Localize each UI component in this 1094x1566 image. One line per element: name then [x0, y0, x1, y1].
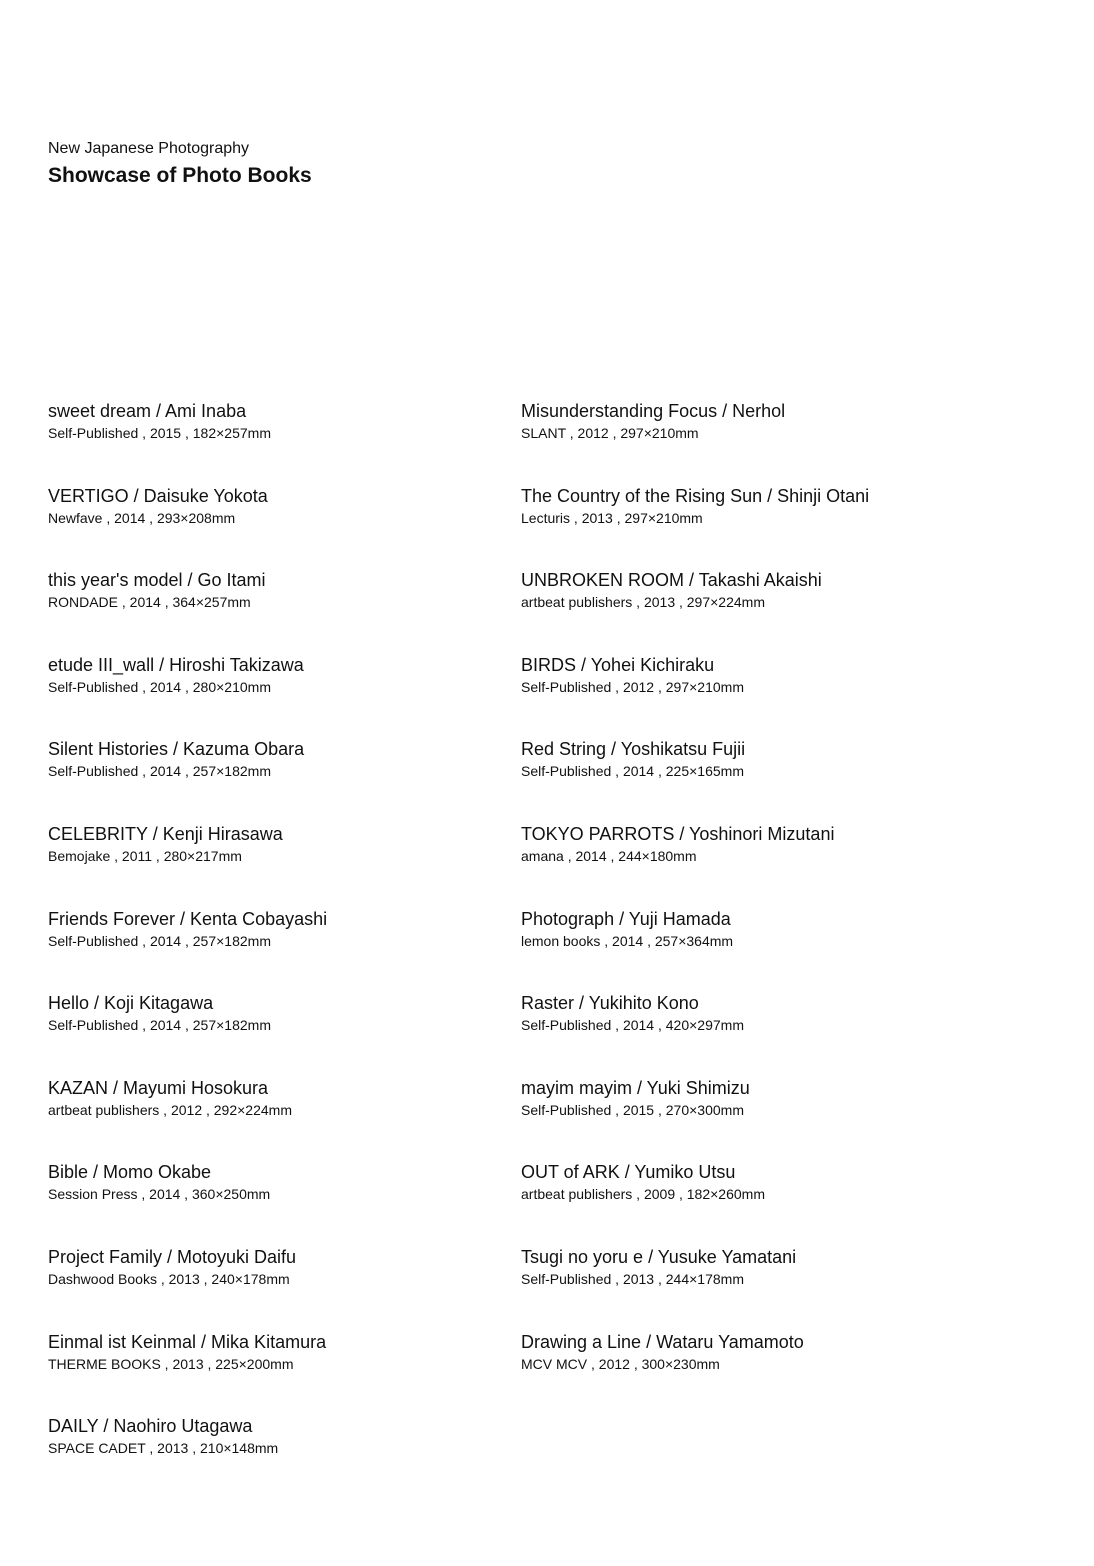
- book-title: Bible / Momo Okabe: [48, 1162, 212, 1183]
- book-entry: [48, 484, 508, 569]
- book-title: Raster / Yukihito Kono: [521, 993, 699, 1014]
- book-entry: [521, 822, 981, 907]
- book-title: Photograph / Yuji Hamada: [521, 908, 731, 929]
- book-meta: Self-Published , 2015 , 270×300mm: [521, 1101, 744, 1118]
- book-meta: RONDADE , 2014 , 364×257mm: [48, 594, 251, 611]
- book-meta: SPACE CADET , 2013 , 210×148mm: [48, 1440, 279, 1457]
- book-meta: Session Press , 2014 , 360×250mm: [48, 1186, 271, 1203]
- book-entry: [48, 1245, 508, 1330]
- book-title: etude III_wall / Hiroshi Takizawa: [48, 654, 304, 675]
- book-title: BIRDS / Yohei Kichiraku: [521, 654, 715, 675]
- book-meta: THERME BOOKS , 2013 , 225×200mm: [48, 1355, 294, 1372]
- book-entry: [48, 822, 508, 907]
- book-title: Silent Histories / Kazuma Obara: [48, 739, 305, 760]
- book-entry: [48, 568, 508, 653]
- book-meta: Bemojake , 2011 , 280×217mm: [48, 847, 242, 864]
- book-title: Tsugi no yoru e / Yusuke Yamatani: [521, 1246, 797, 1267]
- book-meta: Self-Published , 2014 , 225×165mm: [521, 763, 744, 780]
- book-title: Drawing a Line / Wataru Yamamoto: [521, 1331, 804, 1352]
- book-meta: Self-Published , 2015 , 182×257mm: [48, 425, 271, 441]
- book-title: CELEBRITY / Kenji Hirasawa: [48, 823, 283, 844]
- book-meta: Self-Published , 2012 , 297×210mm: [521, 678, 744, 695]
- book-title: Friends Forever / Kenta Cobayashi: [48, 908, 328, 929]
- book-entry: [521, 1160, 981, 1245]
- book-entry: [48, 1076, 508, 1161]
- book-title: TOKYO PARROTS / Yoshinori Mizutani: [521, 823, 835, 844]
- book-title: KAZAN / Mayumi Hosokura: [48, 1077, 269, 1098]
- book-meta: SLANT , 2012 , 297×210mm: [521, 425, 699, 441]
- book-entry: [48, 653, 508, 738]
- book-entry: [48, 737, 508, 822]
- book-title: sweet dream / Ami Inaba: [48, 401, 247, 421]
- book-entry: [521, 991, 981, 1076]
- book-entry: [48, 399, 508, 484]
- page-subtitle: New Japanese Photography: [48, 140, 250, 157]
- book-title: OUT of ARK / Yumiko Utsu: [521, 1162, 736, 1183]
- book-entry: [521, 484, 981, 569]
- book-meta: MCV MCV , 2012 , 300×230mm: [521, 1355, 720, 1372]
- book-entry: [521, 907, 981, 992]
- book-meta: Self-Published , 2014 , 257×182mm: [48, 763, 271, 780]
- book-title: Misunderstanding Focus / Nerhol: [521, 401, 786, 421]
- book-meta: Lecturis , 2013 , 297×210mm: [521, 509, 703, 526]
- book-title: this year's model / Go Itami: [48, 570, 266, 591]
- book-meta: artbeat publishers , 2013 , 297×224mm: [521, 594, 765, 611]
- book-meta: Newfave , 2014 , 293×208mm: [48, 509, 236, 526]
- book-meta: amana , 2014 , 244×180mm: [521, 847, 697, 864]
- book-meta: Self-Published , 2014 , 420×297mm: [521, 1017, 744, 1034]
- book-title: Einmal ist Keinmal / Mika Kitamura: [48, 1331, 327, 1352]
- book-entry: [521, 1076, 981, 1161]
- book-entry: [521, 1330, 981, 1415]
- book-meta: artbeat publishers , 2009 , 182×260mm: [521, 1186, 765, 1203]
- book-meta: Self-Published , 2014 , 280×210mm: [48, 678, 271, 695]
- book-entry: [521, 737, 981, 822]
- book-meta: lemon books , 2014 , 257×364mm: [521, 932, 734, 949]
- book-meta: Self-Published , 2014 , 257×182mm: [48, 932, 271, 949]
- book-meta: Dashwood Books , 2013 , 240×178mm: [48, 1270, 290, 1287]
- book-title: UNBROKEN ROOM / Takashi Akaishi: [521, 570, 822, 591]
- book-title: The Country of the Rising Sun / Shinji Otani: [521, 485, 870, 506]
- book-title: Hello / Koji Kitagawa: [48, 993, 214, 1014]
- book-entry: [521, 1245, 981, 1330]
- book-title: mayim mayim / Yuki Shimizu: [521, 1077, 750, 1098]
- book-entry: [48, 991, 508, 1076]
- book-list-left: [48, 399, 508, 1499]
- book-entry: [521, 399, 981, 484]
- book-title: Red String / Yoshikatsu Fujii: [521, 739, 746, 760]
- book-entry: [521, 653, 981, 738]
- book-entry: [48, 1160, 508, 1245]
- book-meta: Self-Published , 2014 , 257×182mm: [48, 1017, 271, 1034]
- book-title: VERTIGO / Daisuke Yokota: [48, 485, 268, 506]
- book-list-right: [521, 399, 981, 1414]
- page-title: Showcase of Photo Books: [48, 164, 312, 187]
- book-title: Project Family / Motoyuki Daifu: [48, 1246, 297, 1267]
- book-entry: [48, 1414, 508, 1499]
- book-meta: Self-Published , 2013 , 244×178mm: [521, 1270, 744, 1287]
- page-header: [48, 138, 312, 190]
- book-entry: [48, 907, 508, 992]
- book-meta: artbeat publishers , 2012 , 292×224mm: [48, 1101, 292, 1118]
- book-title: DAILY / Naohiro Utagawa: [48, 1416, 253, 1437]
- book-entry: [521, 568, 981, 653]
- book-entry: [48, 1330, 508, 1415]
